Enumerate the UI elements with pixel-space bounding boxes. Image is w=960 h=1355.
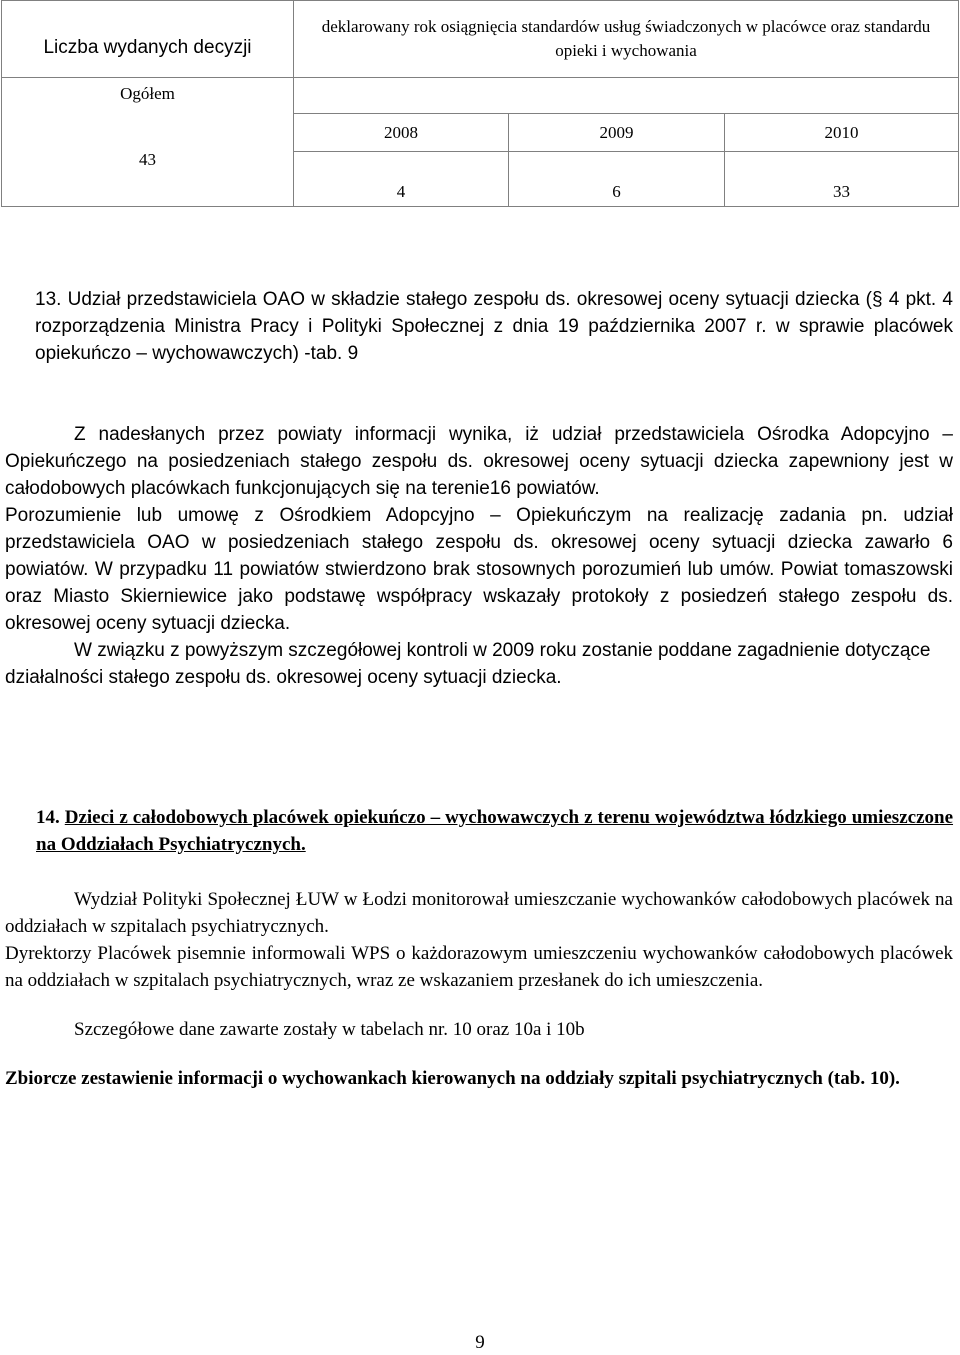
year-2009: 2009 xyxy=(509,114,725,152)
decisions-count-header: Liczba wydanych decyzji xyxy=(2,1,294,78)
decisions-table xyxy=(1,0,959,207)
section-14-heading-block xyxy=(5,804,953,858)
section-14-heading: Dzieci z całodobowych placówek opiekuńczo – wychowawczych z terenu województwa łódzkiego umieszczone na Oddziałach Psychiatrycznych. xyxy=(36,807,954,855)
year-2010-value: 33 xyxy=(725,152,959,207)
spacer-cell xyxy=(294,78,959,114)
total-value: 43 xyxy=(2,114,294,207)
summary-heading: Zbiorcze zestawienie informacji o wychowankach kierowanych na oddziały szpitali psychiatrycznych (tab. 10). xyxy=(5,1068,900,1089)
section-14-paragraph-2: Dyrektorzy Placówek pisemnie informowali WPS o każdorazowym umieszczeniu wychowanków całodobowych placówek na oddziałach w szpitalach psychiatrycznych, wraz ze wskazaniem przesłanek do ich umieszczenia. xyxy=(5,943,953,991)
section-14-paragraph-3: Szczegółowe dane zawarte zostały w tabelach nr. 10 oraz 10a i 10b xyxy=(74,1019,585,1040)
section-13-paragraph-2: Porozumienie lub umowę z Ośrodkiem Adopcyjno – Opiekuńczym na realizację zadania pn. udział przedstawiciela OAO w posiedzeniach stałego zespołu ds. okresowej oceny sytuacji dziecka zawarło 6 powiatów. W przypadku 11 powiatów stwierdzono brak stosownych porozumień lub umów. Powiat tomaszowski oraz Miasto Skierniewice jako podstawę współpracy wskazały protokoły z posiedzeń stałego zespołu ds. okresowej oceny sytuacji dziecka. xyxy=(5,505,953,634)
total-label: Ogółem xyxy=(2,78,294,114)
section-14-paragraph-1: Wydział Polityki Społecznej ŁUW w Łodzi monitorował umieszczanie wychowanków całodobowych placówek na oddziałach w szpitalach psychiatrycznych. xyxy=(5,889,953,937)
year-2008-value: 4 xyxy=(294,152,509,207)
section-13-paragraph-3: W związku z powyższym szczegółowej kontroli w 2009 roku zostanie poddane zagadnienie dotyczące działalności stałego zespołu ds. okresowej oceny sytuacji dziecka. xyxy=(5,640,931,688)
section-13-paragraph-1: Z nadesłanych przez powiaty informacji wynika, iż udział przedstawiciela Ośrodka Adopcyjno – Opiekuńczego na posiedzeniach stałego zespołu ds. okresowej oceny sytuacji dziecka zapewniony jest w całodobowych placówkach funkcjonujących się na terenie16 powiatów. xyxy=(5,424,953,499)
year-2010: 2010 xyxy=(725,114,959,152)
section-14-number: 14. xyxy=(36,807,60,828)
year-2009-value: 6 xyxy=(509,152,725,207)
section-13 xyxy=(5,286,953,691)
page-number: 9 xyxy=(475,1332,485,1353)
section-13-heading: 13. Udział przedstawiciela OAO w składzie stałego zespołu ds. okresowej oceny sytuacji dziecka (§ 4 pkt. 4 rozporządzenia Ministra Pracy i Polityki Społecznej z dnia 19 października 2007 r. w sprawie placówek opiekuńczo – wychowawczych) -tab. 9 xyxy=(35,289,953,364)
section-14 xyxy=(5,804,953,1092)
target-year-header: deklarowany rok osiągnięcia standardów usług świadczonych w placówce oraz standardu opieki i wychowania xyxy=(294,1,959,78)
year-2008: 2008 xyxy=(294,114,509,152)
